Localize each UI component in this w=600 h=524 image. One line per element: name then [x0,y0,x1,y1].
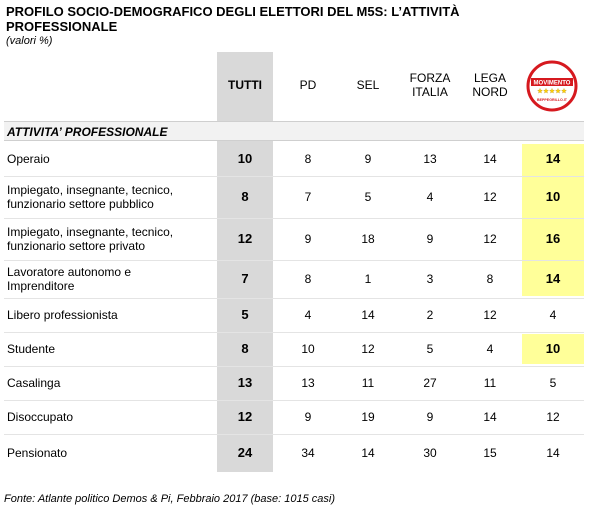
row-label-line: funzionario settore pubblico [7,197,154,211]
table-cell: 12 [546,410,560,424]
table-cell: 13 [423,152,437,166]
table-cell: 4 [426,190,434,204]
table-cell: 4 [486,342,494,356]
row-label-line: Studente [7,342,56,356]
table-cell: 8 [241,189,249,204]
row-label-line: Libero professionista [7,308,118,322]
row-label-line: funzionario settore privato [7,239,146,253]
column-header-line: NORD [472,85,508,99]
table-cell: 7 [241,271,249,286]
table-cell: 11 [361,376,375,390]
table-cell: 11 [483,376,497,390]
table-cell: 1 [364,272,372,286]
row-label-line: Pensionato [7,446,68,460]
table-cell: 14 [361,446,375,460]
page-title: PROFILO SOCIO-DEMOGRAFICO DEGLI ELETTORI DEL M5S: L’ATTIVITÀ PROFESSIONALE [6,4,460,34]
table-cell: 10 [237,151,253,166]
column-header-4 [455,71,525,99]
row-label-line: Imprenditore [7,279,75,293]
table-cell: 30 [423,446,437,460]
table-cell: 12 [483,308,497,322]
table-cell: 34 [301,446,315,460]
row-label-line: Lavoratore autonomo e [7,265,132,279]
table-cell: 12 [361,342,375,356]
table-cell: 18 [361,232,375,246]
table-cell: 4 [304,308,312,322]
row-divider [4,366,584,367]
table-cell: 8 [486,272,494,286]
table-cell: 8 [304,272,312,286]
table-cell: 8 [241,341,249,356]
source-footnote: Fonte: Atlante politico Demos & Pi, Febbraio 2017 (base: 1015 casi) [4,493,335,505]
row-label [7,308,212,322]
table-cell: 24 [237,445,253,460]
row-label-line: Casalinga [7,376,61,390]
table-cell: 5 [426,342,434,356]
table-cell: 2 [426,308,434,322]
row-label [7,225,212,253]
table-cell: 14 [545,271,561,286]
m5s-logo-icon [526,60,578,112]
table-cell: 15 [483,446,497,460]
table-cell: 14 [483,410,497,424]
column-header-line: ITALIA [412,85,448,99]
row-label [7,152,212,166]
subtitle: (valori %) [6,35,53,47]
table-cell: 14 [361,308,375,322]
table-cell: 9 [304,232,312,246]
row-label [7,183,212,211]
table-cell: 7 [304,190,312,204]
table-cell: 5 [364,190,372,204]
row-label-line: Impiegato, insegnante, tecnico, [7,183,174,197]
row-divider [4,298,584,299]
table-cell: 9 [304,410,312,424]
column-header-line: PD [299,78,317,92]
table-cell: 12 [483,232,497,246]
column-header-line: FORZA [409,71,451,85]
table-cell: 12 [237,409,253,424]
column-header-2 [333,78,403,92]
row-label [7,342,212,356]
row-label [7,410,212,424]
column-header-line: LEGA [473,71,506,85]
row-label-line: Operaio [7,152,50,166]
row-divider [4,434,584,435]
table-cell: 5 [549,376,557,390]
row-label [7,446,212,460]
table-cell: 4 [549,308,557,322]
row-divider [4,260,584,261]
table-cell: 9 [426,232,434,246]
table-cell: 16 [545,231,561,246]
table-cell: 3 [426,272,434,286]
table-cell: 27 [423,376,437,390]
table-cell: 8 [304,152,312,166]
row-label [7,265,212,293]
table-cell: 10 [301,342,315,356]
table-cell: 13 [301,376,315,390]
row-divider [4,332,584,333]
row-divider [4,176,584,177]
table-cell: 10 [545,341,561,356]
row-label-line: Disoccupato [7,410,74,424]
table-cell: 14 [545,151,561,166]
table-cell: 10 [545,189,561,204]
logo-text-bottom: BEPPEGRILLO.IT [537,98,567,102]
table-cell: 5 [241,307,249,322]
column-header-line: SEL [356,78,380,92]
table-cell: 19 [361,410,375,424]
table-cell: 9 [364,152,372,166]
column-header-0 [210,78,280,92]
section-header [4,121,584,141]
table-cell: 9 [426,410,434,424]
column-header-line: TUTTI [228,78,262,92]
table-cell: 14 [483,152,497,166]
row-divider [4,218,584,219]
row-label-line: Impiegato, insegnante, tecnico, [7,225,174,239]
table-cell: 13 [237,375,253,390]
table-cell: 12 [237,231,253,246]
section-label: ATTIVITA’ PROFESSIONALE [7,125,168,139]
row-divider [4,400,584,401]
logo-text-top: MOVIMENTO [533,80,571,87]
table-cell: 12 [483,190,497,204]
table-cell: 14 [546,446,560,460]
row-label [7,376,212,390]
